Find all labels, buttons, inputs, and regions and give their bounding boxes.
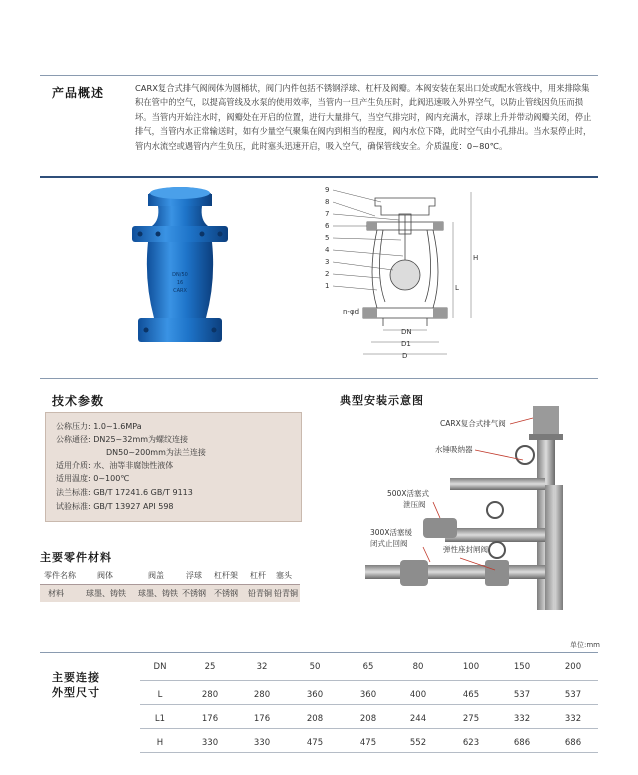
d-label: D — [402, 352, 408, 360]
bolt-label: n-φd — [343, 308, 360, 316]
h-label: H — [473, 254, 479, 262]
parts-header-name: 零件名称 — [44, 571, 76, 580]
dims-cell-r1-c7: 537 — [564, 690, 582, 700]
part-num-4: 4 — [325, 246, 330, 254]
dims-top-rule — [40, 652, 598, 653]
dims-cell-r2-c0: 176 — [201, 714, 219, 724]
dims-cell-r0-c4: 80 — [412, 662, 424, 672]
tech-params-box — [45, 412, 302, 522]
parts-header-float: 浮球 — [186, 571, 202, 580]
tech-row-pressure: 公称压力: 1.0~1.6MPa — [56, 422, 142, 431]
dims-title-1: 主要连接 — [52, 671, 100, 684]
unit-label: 单位:mm — [570, 641, 600, 649]
part-num-7: 7 — [325, 210, 330, 218]
dims-cell-r1-c5: 465 — [462, 690, 480, 700]
dims-cell-r1-c2: 360 — [306, 690, 324, 700]
dims-cell-r2-c2: 208 — [306, 714, 324, 724]
dims-cell-r2-c3: 208 — [359, 714, 377, 724]
dims-row-line-2 — [140, 704, 598, 705]
install-title: 典型安装示意图 — [340, 394, 424, 407]
dims-cell-r0-c7: 200 — [564, 662, 582, 672]
tech-row-diameter: 公称通径: DN25~32mm为螺纹连接 — [56, 435, 189, 444]
overview-title: 产品概述 — [52, 86, 105, 100]
tech-title: 技术参数 — [52, 394, 105, 408]
dims-cell-r0-c3: 65 — [362, 662, 374, 672]
install-label-relief: 泄压阀 — [403, 500, 426, 509]
dims-cell-r3-c5: 623 — [462, 738, 480, 748]
install-label-gate: 弹性座封闸阀 — [443, 545, 488, 554]
install-label-check: 闭式止回阀 — [370, 539, 408, 548]
dn-label: DN — [401, 328, 412, 336]
parts-cell-plug: 铅青铜 — [274, 589, 298, 598]
dims-row-line-4 — [140, 752, 598, 753]
dims-cell-r3-c2: 475 — [306, 738, 324, 748]
top-rule — [40, 75, 598, 76]
mid-rule — [40, 378, 598, 379]
parts-header-body: 阀体 — [97, 571, 113, 580]
parts-header-row — [40, 567, 300, 584]
part-num-8: 8 — [325, 198, 330, 206]
dims-cell-r3-c1: 330 — [253, 738, 271, 748]
parts-cell-material: 材料 — [48, 589, 64, 598]
parts-header-lever: 杠杆 — [250, 571, 266, 580]
dims-cell-r3-c3: 475 — [359, 738, 377, 748]
overview-paragraph: CARX复合式排气阀阀体为圆桶状，阀门内件包括不锈钢浮球、杠杆及阀瓣。本阀安装在泵出口处或配水管线中，用来排除集积在管中的空气，以提高管线及水泵的使用效率，当管内一旦产生负压时，此阀迅速吸入外界空气，以防止管线因负压而损坏。当管内开始注水时，阀瓣处在开启的位置，进行大量排气，当空气排完时，阀内充满水，浮球上升并带动阀瓣关闭，停止排气，当管内水正常输送时，如有少量空气聚集在阀内到相当的程度，阀内水位下降，此时空气由小孔排出。当水泵停止时，管内水流空或遇管内产生负压，此时塞头迅速开启，吸入空气，确保管线安全。介质温度：0~80℃。 — [135, 83, 592, 151]
dims-cell-r1-c3: 360 — [359, 690, 377, 700]
parts-material-row — [40, 585, 300, 602]
dims-cell-r0-c2: 50 — [309, 662, 321, 672]
dims-cell-r2-c5: 275 — [462, 714, 480, 724]
d1-label: D1 — [401, 340, 411, 348]
parts-cell-lever-frame: 不锈钢 — [214, 589, 238, 598]
part-num-3: 3 — [325, 258, 330, 266]
dims-cell-r3-c7: 686 — [564, 738, 582, 748]
parts-cell-float: 不锈钢 — [182, 589, 206, 598]
part-num-1: 1 — [325, 282, 330, 290]
dims-row-line-3 — [140, 728, 598, 729]
section-drawing — [305, 180, 490, 370]
row-label-dn: DN — [153, 662, 167, 672]
install-label-hammer: 水锤吸纳器 — [435, 445, 473, 454]
dims-cell-r3-c6: 686 — [513, 738, 531, 748]
dims-cell-r2-c4: 244 — [409, 714, 427, 724]
tech-row-flange-std: 法兰标准: GB/T 17241.6 GB/T 9113 — [56, 488, 193, 497]
dims-cell-r1-c6: 537 — [513, 690, 531, 700]
tech-row-test-std: 试验标准: GB/T 13927 API 598 — [56, 502, 174, 511]
parts-header-lever-frame: 杠杆架 — [214, 571, 238, 580]
dims-cell-r2-c6: 332 — [513, 714, 531, 724]
valve-photo — [110, 186, 250, 366]
part-num-5: 5 — [325, 234, 330, 242]
dims-cell-r0-c6: 150 — [513, 662, 531, 672]
part-num-9: 9 — [325, 186, 330, 194]
parts-cell-cover: 球墨、铸铁 — [138, 589, 178, 598]
svg-text:DN/50: DN/50 — [172, 272, 188, 278]
dims-cell-r1-c0: 280 — [201, 690, 219, 700]
install-diagram — [345, 400, 605, 615]
svg-text:CARX: CARX — [173, 288, 187, 294]
dims-cell-r2-c7: 332 — [564, 714, 582, 724]
dims-cell-r0-c1: 32 — [256, 662, 268, 672]
part-num-6: 6 — [325, 222, 330, 230]
tech-row-diameter-2: DN50~200mm为法兰连接 — [106, 448, 206, 457]
row-label-l1: L1 — [154, 714, 166, 724]
install-label-300x: 300X活塞缓 — [370, 528, 412, 537]
part-num-2: 2 — [325, 270, 330, 278]
dims-cell-r3-c0: 330 — [201, 738, 219, 748]
tech-row-medium: 适用介质: 水、油等非腐蚀性液体 — [56, 461, 174, 470]
dims-cell-r1-c1: 280 — [253, 690, 271, 700]
l-label: L — [455, 284, 459, 292]
install-label-500x: 500X活塞式 — [387, 489, 429, 498]
dims-cell-r0-c5: 100 — [462, 662, 480, 672]
parts-cell-lever: 铅青铜 — [248, 589, 272, 598]
row-label-l: L — [157, 690, 163, 700]
dims-row-line-1 — [140, 680, 598, 681]
parts-title: 主要零件材料 — [40, 551, 112, 564]
dims-cell-r2-c1: 176 — [253, 714, 271, 724]
tech-row-temperature: 适用温度: 0~100℃ — [56, 474, 130, 483]
dims-cell-r0-c0: 25 — [204, 662, 216, 672]
overview-bottom-rule — [40, 176, 598, 178]
dims-cell-r3-c4: 552 — [409, 738, 427, 748]
dims-title-2: 外型尺寸 — [52, 686, 100, 699]
parts-header-plug: 塞头 — [276, 571, 292, 580]
install-label-carx: CARX复合式排气阀 — [440, 419, 506, 428]
svg-text:16: 16 — [176, 280, 184, 286]
parts-header-cover: 阀盖 — [148, 571, 164, 580]
parts-cell-body: 球墨、铸铁 — [86, 589, 126, 598]
row-label-h: H — [156, 738, 164, 748]
dims-cell-r1-c4: 400 — [409, 690, 427, 700]
